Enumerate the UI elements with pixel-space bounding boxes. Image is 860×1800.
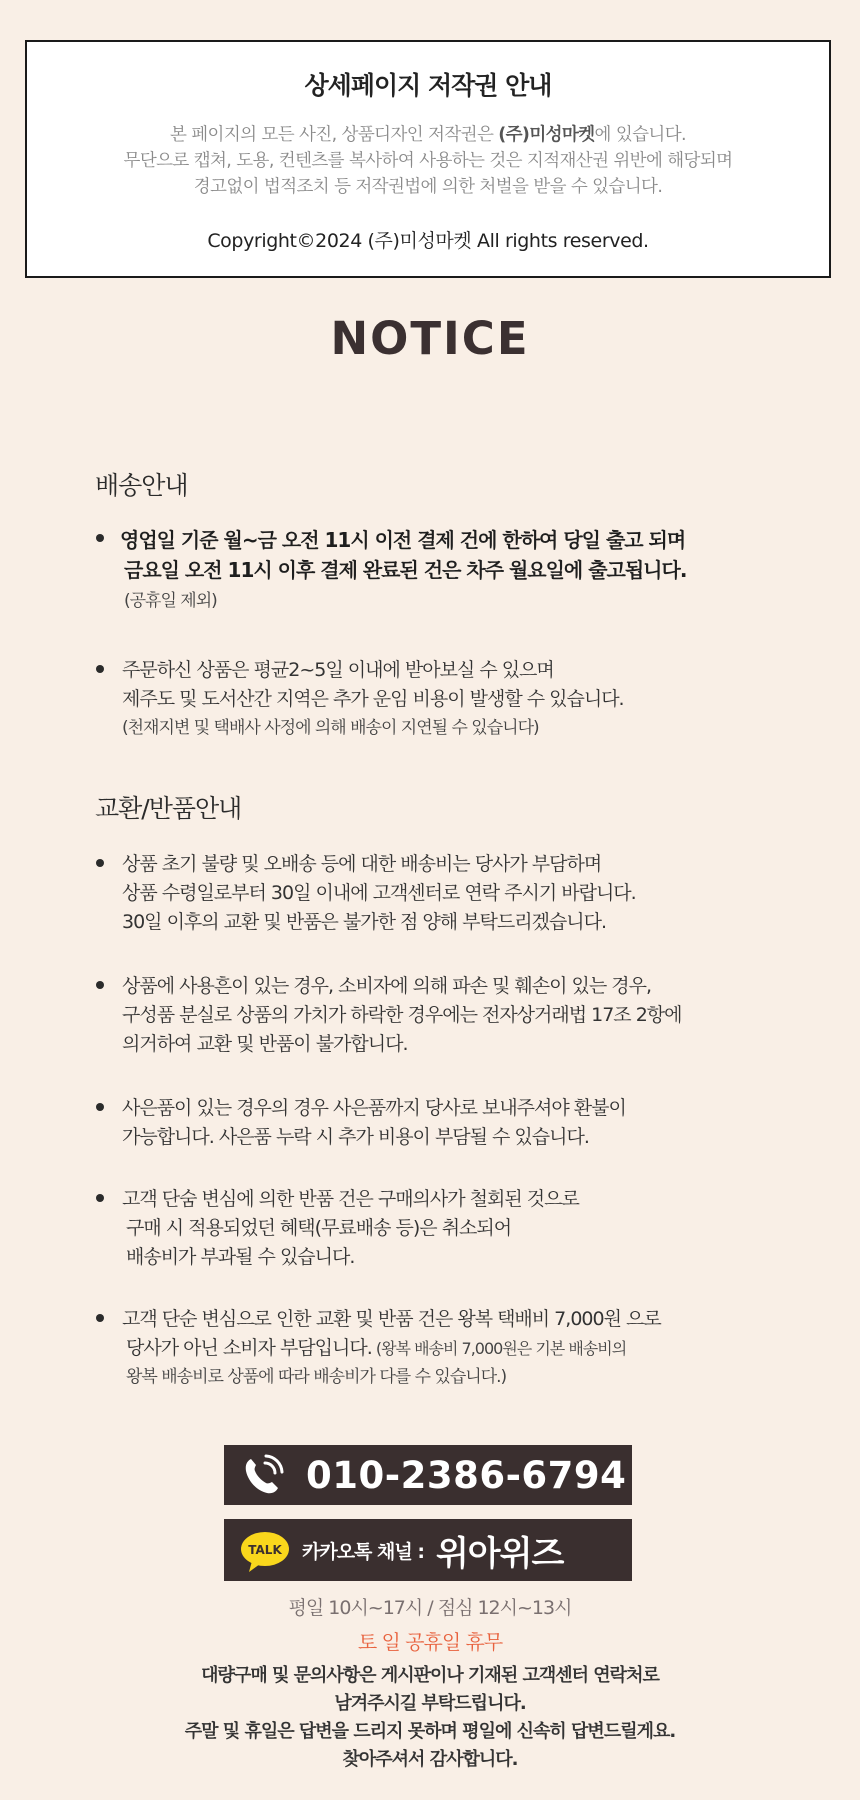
copyright-line-3: 경고없이 법적조치 등 저작권법에 의한 처벌을 받을 수 있습니다. <box>193 177 663 197</box>
bullet-icon <box>96 1314 104 1322</box>
shipping-item-2-line-3: (천재지변 및 택배사 사정에 의해 배송이 지연될 수 있습니다) <box>122 718 539 738</box>
shipping-item-2 <box>96 656 816 743</box>
returns-item-1 <box>96 850 816 937</box>
copyright-statement: Copyright©2024 (주)미성마켓 All rights reserved. <box>207 230 649 252</box>
bullet-icon <box>96 981 104 989</box>
bullet-icon <box>96 859 104 867</box>
returns-item-4 <box>96 1185 816 1272</box>
returns-item-2-line-1: 상품에 사용흔이 있는 경우, 소비자에 의해 파손 및 훼손이 있는 경우, <box>122 975 652 997</box>
returns-item-1-line-3: 30일 이후의 교환 및 반품은 불가한 점 양해 부탁드리겠습니다. <box>122 911 607 933</box>
company-name: (주)미성마켓 <box>498 125 595 145</box>
bullet-icon <box>96 665 104 673</box>
returns-item-3-line-2: 가능합니다. 사은품 누락 시 추가 비용이 부담될 수 있습니다. <box>122 1126 589 1148</box>
returns-item-5-line-2 <box>122 1334 816 1363</box>
copyright-line-1-post: 에 있습니다. <box>594 125 686 145</box>
contact-message-line-1: 대량구매 및 문의사항은 게시판이나 기재된 고객센터 연락처로 <box>201 1665 659 1686</box>
business-hours: 평일 10시~17시 / 점심 12시~13시 <box>288 1597 572 1619</box>
kakao-channel-name: 위아위즈 <box>435 1533 564 1574</box>
returns-item-5-line-1: 고객 단순 변심으로 인한 교환 및 반품 건은 왕복 택배비 7,000원 으로 <box>122 1308 661 1330</box>
kakao-talk-icon <box>240 1531 288 1569</box>
contact-message-line-3: 주말 및 휴일은 답변을 드리지 못하며 평일에 신속히 답변드릴게요. <box>184 1721 676 1742</box>
contact-message-line-2: 남겨주시길 부탁드립니다. <box>334 1693 526 1714</box>
copyright-line-1 <box>27 122 829 148</box>
contact-message-line-4: 찾아주셔서 감사합니다. <box>342 1749 518 1770</box>
copyright-line-1-pre: 본 페이지의 모든 사진, 상품디자인 저작권은 <box>169 125 499 145</box>
shipping-section-title: 배송안내 <box>95 471 188 500</box>
returns-section-title: 교환/반품안내 <box>95 794 242 823</box>
returns-item-2-line-3: 의거하여 교환 및 반품이 불가합니다. <box>122 1033 408 1055</box>
holiday-notice: 토 일 공휴일 휴무 <box>357 1630 503 1654</box>
copyright-line-2: 무단으로 캡쳐, 도용, 컨텐츠를 복사하여 사용하는 것은 지적재산권 위반에 해당되며 <box>123 151 733 171</box>
copyright-body <box>27 122 829 200</box>
kakao-badge-text: TALK <box>248 1543 282 1557</box>
returns-item-2 <box>96 972 816 1059</box>
phone-banner[interactable] <box>224 1445 632 1505</box>
kakao-channel-label: 카카오톡 채널 : <box>302 1540 424 1563</box>
shipping-item-2-line-1: 주문하신 상품은 평균2~5일 이내에 받아보실 수 있으며 <box>122 659 554 681</box>
returns-item-4-line-1: 고객 단숨 변심에 의한 반품 건은 구매의사가 철회된 것으로 <box>122 1188 579 1210</box>
shipping-item-1-line-1: 영업일 기준 월~금 오전 11시 이전 결제 건에 한하여 당일 출고 되며 <box>120 528 686 552</box>
returns-item-5-line-2-main: 당사가 아닌 소비자 부담입니다. <box>126 1337 372 1359</box>
returns-item-4-line-2: 구매 시 적용되었던 혜택(무료배송 등)은 취소되어 <box>126 1217 512 1239</box>
returns-item-4-line-3: 배송비가 부과될 수 있습니다. <box>126 1246 355 1268</box>
copyright-notice-box <box>25 40 831 278</box>
returns-item-5-line-3: 왕복 배송비로 상품에 따라 배송비가 다를 수 있습니다.) <box>126 1367 507 1387</box>
returns-item-3 <box>96 1094 816 1152</box>
returns-item-5 <box>96 1305 816 1392</box>
bullet-icon <box>96 1194 104 1202</box>
shipping-item-2-line-2: 제주도 및 도서산간 지역은 추가 운임 비용이 발생할 수 있습니다. <box>122 688 624 710</box>
returns-item-2-line-2: 구성품 분실로 상품의 가치가 하락한 경우에는 전자상거래법 17조 2항에 <box>122 1004 682 1026</box>
bullet-icon <box>96 534 104 542</box>
returns-item-1-line-2: 상품 수령일로부터 30일 이내에 고객센터로 연락 주시기 바랍니다. <box>122 882 636 904</box>
shipping-item-1-line-2: 금요일 오전 11시 이후 결제 완료된 건은 차주 월요일에 출고됩니다. <box>124 558 687 582</box>
notice-heading: NOTICE <box>330 312 530 365</box>
copyright-title: 상세페이지 저작권 안내 <box>304 71 552 100</box>
phone-number: 010-2386-6794 <box>306 1453 627 1497</box>
phone-call-icon <box>234 1445 292 1505</box>
shipping-item-1 <box>96 525 816 616</box>
shipping-item-1-line-3: (공휴일 제외) <box>124 591 217 611</box>
returns-item-5-line-2-note: (왕복 배송비 7,000원은 기본 배송비의 <box>371 1339 627 1358</box>
contact-message <box>0 1662 860 1774</box>
kakao-channel-banner[interactable] <box>224 1519 632 1581</box>
bullet-icon <box>96 1103 104 1111</box>
returns-item-3-line-1: 사은품이 있는 경우의 경우 사은품까지 당사로 보내주셔야 환불이 <box>122 1097 626 1119</box>
returns-item-1-line-1: 상품 초기 불량 및 오배송 등에 대한 배송비는 당사가 부담하며 <box>122 853 602 875</box>
